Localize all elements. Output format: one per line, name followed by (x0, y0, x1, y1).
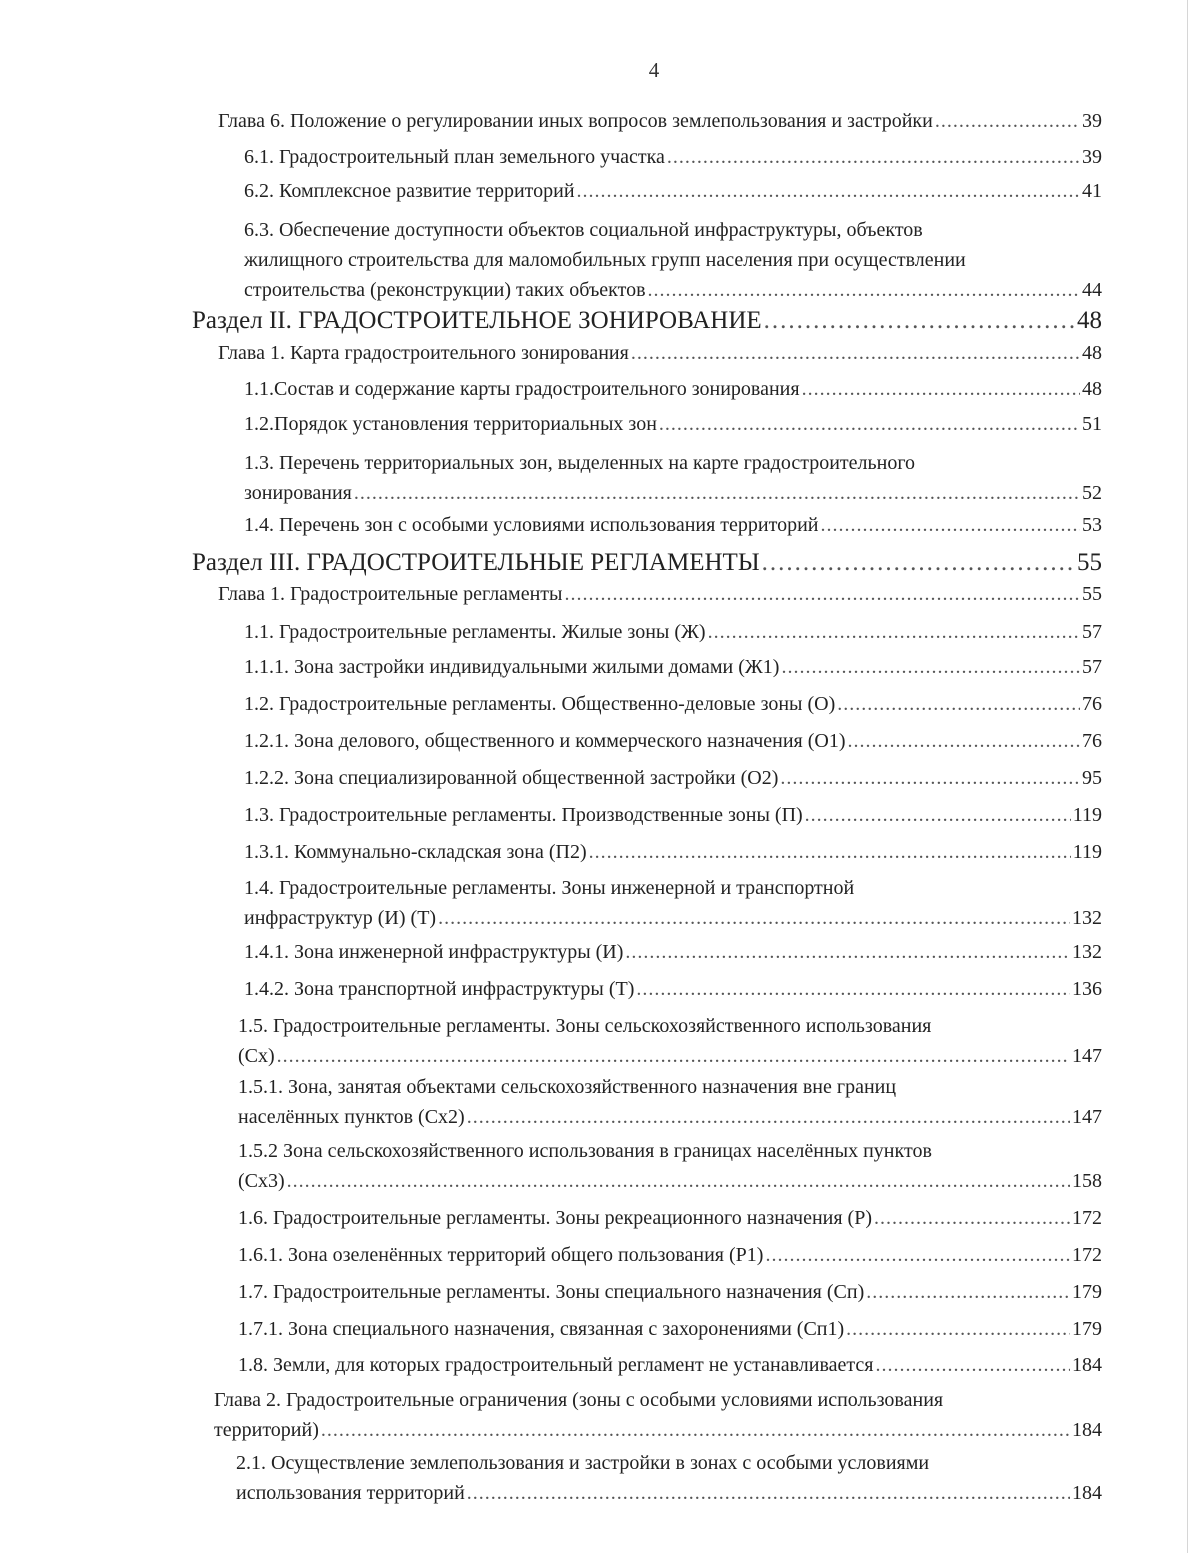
entry-page: 179 (1072, 1318, 1102, 1340)
entry-page: 95 (1082, 767, 1102, 789)
leader-dots (708, 617, 1080, 647)
leader-dots (467, 1478, 1070, 1508)
toc-entry-s3-1-3[interactable] (244, 800, 1102, 830)
entry-title: 1.6. Градостроительные регламенты. Зоны рекреационного назначения (Р) (238, 1207, 873, 1229)
toc-entry-s3-1-5[interactable] (238, 1011, 1102, 1071)
leader-dots (765, 1240, 1070, 1270)
toc-entry-s3-1-7-1[interactable] (238, 1314, 1102, 1344)
leader-dots (762, 546, 1075, 580)
leader-dots (287, 1166, 1070, 1196)
leader-dots (935, 106, 1080, 136)
entry-page: 184 (1072, 1482, 1102, 1504)
leader-dots (874, 1203, 1070, 1233)
leader-dots (659, 409, 1080, 439)
entry-page: 172 (1072, 1244, 1102, 1266)
entry-page: 55 (1082, 583, 1102, 605)
entry-page: 48 (1082, 342, 1102, 364)
entry-page: 119 (1072, 804, 1102, 826)
entry-title-line-2: жилищного строительства для маломобильных групп населения при осуществлении (244, 249, 966, 271)
entry-title-line-1: 1.5.1. Зона, занятая объектами сельскохозяйственного назначения вне границ (238, 1076, 897, 1098)
leader-dots (589, 837, 1071, 867)
leader-dots (631, 338, 1080, 368)
entry-title: 1.3. Градостроительные регламенты. Производственные зоны (П) (244, 804, 803, 826)
entry-page: 48 (1082, 378, 1102, 400)
toc-entry-6-1[interactable] (244, 142, 1102, 172)
toc-entry-s2-chapter-1[interactable] (218, 338, 1102, 368)
toc-entry-6-2[interactable] (244, 176, 1102, 206)
entry-title: 1.8. Земли, для которых градостроительный регламент не устанавливается (238, 1354, 874, 1376)
toc-entry-s3-1-1[interactable] (244, 617, 1102, 647)
leader-dots (875, 1350, 1070, 1380)
entry-title-line-1: Глава 2. Градостроительные ограничения (зоны с особыми условиями использования (214, 1389, 944, 1411)
entry-title: территорий) (214, 1419, 319, 1441)
toc-entry-s3-1-7[interactable] (238, 1277, 1102, 1307)
entry-title-line-1: 6.3. Обеспечение доступности объектов социальной инфраструктуры, объектов (244, 219, 923, 241)
entry-page: 41 (1082, 180, 1102, 202)
entry-page: 147 (1072, 1106, 1102, 1128)
toc-entry-s3-chapter-1[interactable] (218, 579, 1102, 609)
toc-entry-s3-1-4[interactable] (244, 873, 1102, 933)
toc-entry-s3-1-8[interactable] (238, 1350, 1102, 1380)
entry-title: (Сх3) (238, 1170, 285, 1192)
entry-title: Раздел III. ГРАДОСТРОИТЕЛЬНЫЕ РЕГЛАМЕНТЫ (192, 549, 760, 576)
toc-entry-s2-1-3[interactable] (244, 448, 1102, 508)
entry-title: 1.1.1. Зона застройки индивидуальными жилыми домами (Ж1) (244, 656, 780, 678)
entry-number: 1.2. (244, 413, 274, 435)
page-number: 4 (648, 58, 660, 82)
entry-title-line-1: 1.3. Перечень территориальных зон, выделенных на карте градостроительного (244, 452, 916, 474)
leader-dots (354, 478, 1080, 508)
toc-entry-chapter-6[interactable] (218, 106, 1102, 136)
entry-title: Состав и содержание карты градостроительного зонирования (274, 378, 800, 400)
toc-entry-s3-1-1-1[interactable] (244, 652, 1102, 682)
leader-dots (781, 652, 1080, 682)
entry-title: Порядок установления территориальных зон (274, 413, 657, 435)
leader-dots (564, 579, 1080, 609)
entry-page: 39 (1082, 146, 1102, 168)
entry-title: населённых пунктов (Сх2) (238, 1106, 465, 1128)
leader-dots (866, 1277, 1070, 1307)
entry-page: 53 (1082, 514, 1102, 536)
toc-entry-s3-1-2[interactable] (244, 689, 1102, 719)
toc-entry-s3-1-5-1[interactable] (238, 1072, 1102, 1132)
entry-title-line-1: 1.4. Градостроительные регламенты. Зоны инженерной и транспортной (244, 877, 855, 899)
leader-dots (821, 510, 1080, 540)
entry-page: 172 (1072, 1207, 1102, 1229)
toc-entry-s3-1-4-1[interactable] (244, 937, 1102, 967)
entry-title: 6.1. Градостроительный план земельного участка (244, 146, 665, 168)
entry-page: 76 (1082, 730, 1102, 752)
entry-page: 158 (1072, 1170, 1102, 1192)
leader-dots (837, 689, 1080, 719)
toc-entry-s3-1-3-1[interactable] (244, 837, 1102, 867)
toc-entry-section-2[interactable] (192, 304, 1102, 338)
entry-title: 1.4.1. Зона инженерной инфраструктуры (И) (244, 941, 624, 963)
leader-dots (846, 1314, 1070, 1344)
leader-dots (780, 763, 1080, 793)
toc-entry-s3-1-5-2[interactable] (238, 1136, 1102, 1196)
toc-entry-6-3[interactable] (244, 215, 1102, 305)
toc-entry-s3-2-1[interactable] (236, 1448, 1102, 1508)
entry-title-line-1: 1.5.2 Зона сельскохозяйственного использования в границах населённых пунктов (238, 1140, 932, 1162)
entry-page: 132 (1072, 907, 1102, 929)
entry-title-line-1: 1.5. Градостроительные регламенты. Зоны сельскохозяйственного использования (238, 1015, 932, 1037)
entry-title: Глава 1. Карта градостроительного зонирования (218, 342, 629, 364)
entry-title: 1.1. Градостроительные регламенты. Жилые зоны (Ж) (244, 621, 706, 643)
leader-dots (467, 1102, 1070, 1132)
entry-page: 119 (1072, 841, 1102, 863)
leader-dots (805, 800, 1071, 830)
leader-dots (648, 275, 1080, 305)
entry-title: 1.3.1. Коммунально-складская зона (П2) (244, 841, 587, 863)
entry-page: 57 (1082, 656, 1102, 678)
entry-page: 44 (1082, 279, 1102, 301)
entry-page: 184 (1072, 1354, 1102, 1376)
entry-title: строительства (реконструкции) таких объектов (244, 279, 646, 301)
leader-dots (438, 903, 1070, 933)
leader-dots (321, 1415, 1070, 1445)
leader-dots (848, 726, 1080, 756)
entry-title: зонирования (244, 482, 352, 504)
entry-title: 1.2.2. Зона специализированной общественной застройки (О2) (244, 767, 779, 789)
leader-dots (802, 374, 1080, 404)
entry-page: 76 (1082, 693, 1102, 715)
leader-dots (636, 974, 1070, 1004)
entry-page: 48 (1077, 307, 1102, 334)
entry-page: 51 (1082, 413, 1102, 435)
entry-page: 147 (1072, 1045, 1102, 1067)
entry-title: 6.2. Комплексное развитие территорий (244, 180, 575, 202)
entry-page: 55 (1077, 549, 1102, 576)
toc-entry-s3-chapter-2[interactable] (214, 1385, 1102, 1445)
entry-title: 1.6.1. Зона озеленённых территорий общего пользования (Р1) (238, 1244, 764, 1266)
toc-entry-s2-1-1[interactable] (244, 374, 1102, 404)
entry-page: 39 (1082, 110, 1102, 132)
toc-entry-s3-1-6-1[interactable] (238, 1240, 1102, 1270)
entry-title: Глава 6. Положение о регулировании иных вопросов землепользования и застройки (218, 110, 933, 132)
entry-title: инфраструктур (И) (Т) (244, 907, 437, 929)
entry-page: 52 (1082, 482, 1102, 504)
leader-dots (667, 142, 1080, 172)
entry-title: 1.7. Градостроительные регламенты. Зоны специального назначения (Сп) (238, 1281, 865, 1303)
toc-entry-s3-1-4-2[interactable] (244, 974, 1102, 1004)
entry-title: 1.4. Перечень зон с особыми условиями использования территорий (244, 514, 819, 536)
toc-entry-s3-1-2-1[interactable] (244, 726, 1102, 756)
entry-title: 1.2. Градостроительные регламенты. Общественно-деловые зоны (О) (244, 693, 836, 715)
entry-title: Глава 1. Градостроительные регламенты (218, 583, 563, 605)
entry-title: Раздел II. ГРАДОСТРОИТЕЛЬНОЕ ЗОНИРОВАНИЕ (192, 307, 762, 334)
leader-dots (764, 304, 1075, 338)
entry-page: 179 (1072, 1281, 1102, 1303)
entry-title: 1.2.1. Зона делового, общественного и коммерческого назначения (О1) (244, 730, 846, 752)
entry-page: 184 (1072, 1419, 1102, 1441)
entry-title: 1.4.2. Зона транспортной инфраструктуры (Т) (244, 978, 635, 1000)
entry-title: использования территорий (236, 1482, 465, 1504)
toc-entry-s3-1-2-2[interactable] (244, 763, 1102, 793)
entry-title: 1.7.1. Зона специального назначения, связанная с захоронениями (Сп1) (238, 1318, 845, 1340)
entry-page: 57 (1082, 621, 1102, 643)
entry-title: (Сх) (238, 1045, 275, 1067)
leader-dots (625, 937, 1070, 967)
entry-page: 132 (1072, 941, 1102, 963)
entry-number: 1.1. (244, 378, 274, 400)
entry-page: 136 (1072, 978, 1102, 1000)
toc-entry-s2-1-4[interactable] (244, 510, 1102, 540)
toc-entry-s2-1-2[interactable] (244, 409, 1102, 439)
leader-dots (277, 1041, 1070, 1071)
leader-dots (577, 176, 1080, 206)
toc-entry-section-3[interactable] (192, 546, 1102, 580)
entry-title-line-1: 2.1. Осуществление землепользования и застройки в зонах с особыми условиями (236, 1452, 930, 1474)
toc-entry-s3-1-6[interactable] (238, 1203, 1102, 1233)
